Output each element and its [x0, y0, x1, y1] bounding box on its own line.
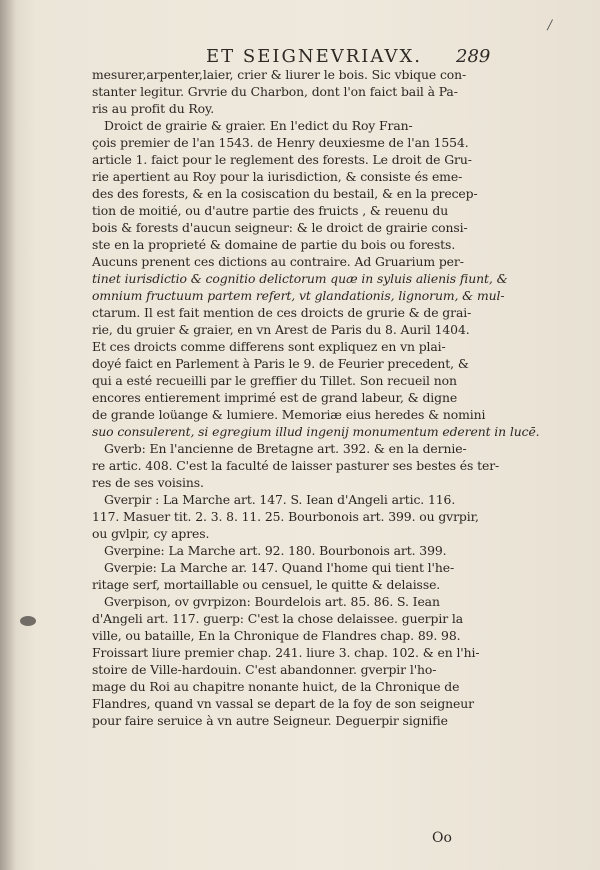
entry-heading-line: Droict de grairie & graier. En l'edict du Roy Fran-	[104, 118, 413, 133]
text-line: Froissart liure premier chap. 241. liure 3. chap. 102. & en l'hi-	[92, 645, 480, 660]
text-line: ctarum. Il est fait mention de ces droicts de grurie & de grai-	[92, 305, 472, 320]
text-line: Flandres, quand vn vassal se depart de la foy de son seigneur	[92, 696, 474, 711]
text-line: Aucuns prenent ces dictions au contraire. Ad Gruarium per-	[92, 254, 464, 269]
text-line: mage du Roi au chapitre nonante huict, de la Chronique de	[92, 679, 460, 694]
text-line: res de ses voisins.	[92, 475, 204, 490]
text-line: 117. Masuer tit. 2. 3. 8. 11. 25. Bourbonois art. 399. ou gvrpir,	[92, 509, 479, 524]
text-line: ville, ou bataille, En la Chronique de Flandres chap. 89. 98.	[92, 628, 461, 643]
entry-heading-line: Gverpine: La Marche art. 92. 180. Bourbonois art. 399.	[104, 543, 447, 558]
text-line: de grande loüange & lumiere. Memoriæ eius heredes & nomini	[92, 407, 486, 422]
page-number: 289	[456, 46, 491, 67]
text-line: rie, du gruier & graier, en vn Arest de Paris du 8. Auril 1404.	[92, 322, 470, 337]
text-line: re artic. 408. C'est la faculté de laisser pasturer ses bestes és ter-	[92, 458, 500, 473]
text-line: d'Angeli art. 117. guerp: C'est la chose delaissee. guerpir la	[92, 611, 464, 626]
text-line: ou gvlpir, cy apres.	[92, 526, 210, 541]
text-line: article 1. faict pour le reglement des forests. Le droit de Gru-	[92, 152, 472, 167]
text-line: omnium fructuum partem refert, vt glandationis, lignorum, & mul-	[92, 288, 505, 303]
text-line: ritage serf, mortaillable ou censuel, le quitte & delaisse.	[92, 577, 441, 592]
running-title: ET SEIGNEVRIAVX.	[206, 46, 423, 67]
entry-heading-line: Gverpir : La Marche art. 147. S. Iean d'Angeli artic. 116.	[104, 492, 456, 507]
entry-heading-line: Gverb: En l'ancienne de Bretagne art. 392. & en la dernie-	[104, 441, 467, 456]
text-line: stoire de Ville-hardouin. C'est abandonner. gverpir l'ho-	[92, 662, 437, 677]
catchword: Oo	[432, 830, 452, 846]
text-line: qui a esté recueilli par le greffier du Tillet. Son recueil non	[92, 373, 457, 388]
gutter-shadow	[0, 0, 16, 870]
entry-heading-line: Gverpie: La Marche ar. 147. Quand l'home qui tient l'he-	[104, 560, 455, 575]
text-line: doyé faict en Parlement à Paris le 9. de Feurier precedent, &	[92, 356, 469, 371]
text-line: ris au profit du Roy.	[92, 101, 215, 116]
corner-mark: /	[547, 18, 552, 33]
text-line: ste en la proprieté & domaine de partie du bois ou forests.	[92, 237, 456, 252]
text-line: des des forests, & en la cosiscation du bestail, & en la precep-	[92, 186, 478, 201]
body-text	[92, 66, 540, 729]
text-line: pour faire seruice à vn autre Seigneur. Deguerpir signifie	[92, 713, 448, 728]
text-line: tion de moitié, ou d'autre partie des fruicts , & reuenu du	[92, 203, 449, 218]
text-line: encores entierement imprimé est de grand labeur, & digne	[92, 390, 458, 405]
text-line: rie apertient au Roy pour la iurisdiction, & consiste és eme-	[92, 169, 463, 184]
text-line: bois & forests d'aucun seigneur: & le droict de grairie consi-	[92, 220, 468, 235]
text-line: stanter legitur. Grvrie du Charbon, dont l'on faict bail à Pa-	[92, 84, 458, 99]
text-line: çois premier de l'an 1543. de Henry deuxiesme de l'an 1554.	[92, 135, 469, 150]
text-line: suo consulerent, si egregium illud ingenij monumentum ederent in lucē.	[92, 424, 540, 439]
entry-heading-line: Gverpison, ov gvrpizon: Bourdelois art. 85. 86. S. Iean	[104, 594, 440, 609]
margin-ornament-icon	[20, 616, 36, 626]
text-line: Et ces droicts comme differens sont expliquez en vn plai-	[92, 339, 446, 354]
text-line: mesurer,arpenter,laier, crier & liurer le bois. Sic vbique con-	[92, 67, 467, 82]
text-line: tinet iurisdictio & cognitio delictorum quæ in syluis alienis fiunt, &	[92, 271, 508, 286]
